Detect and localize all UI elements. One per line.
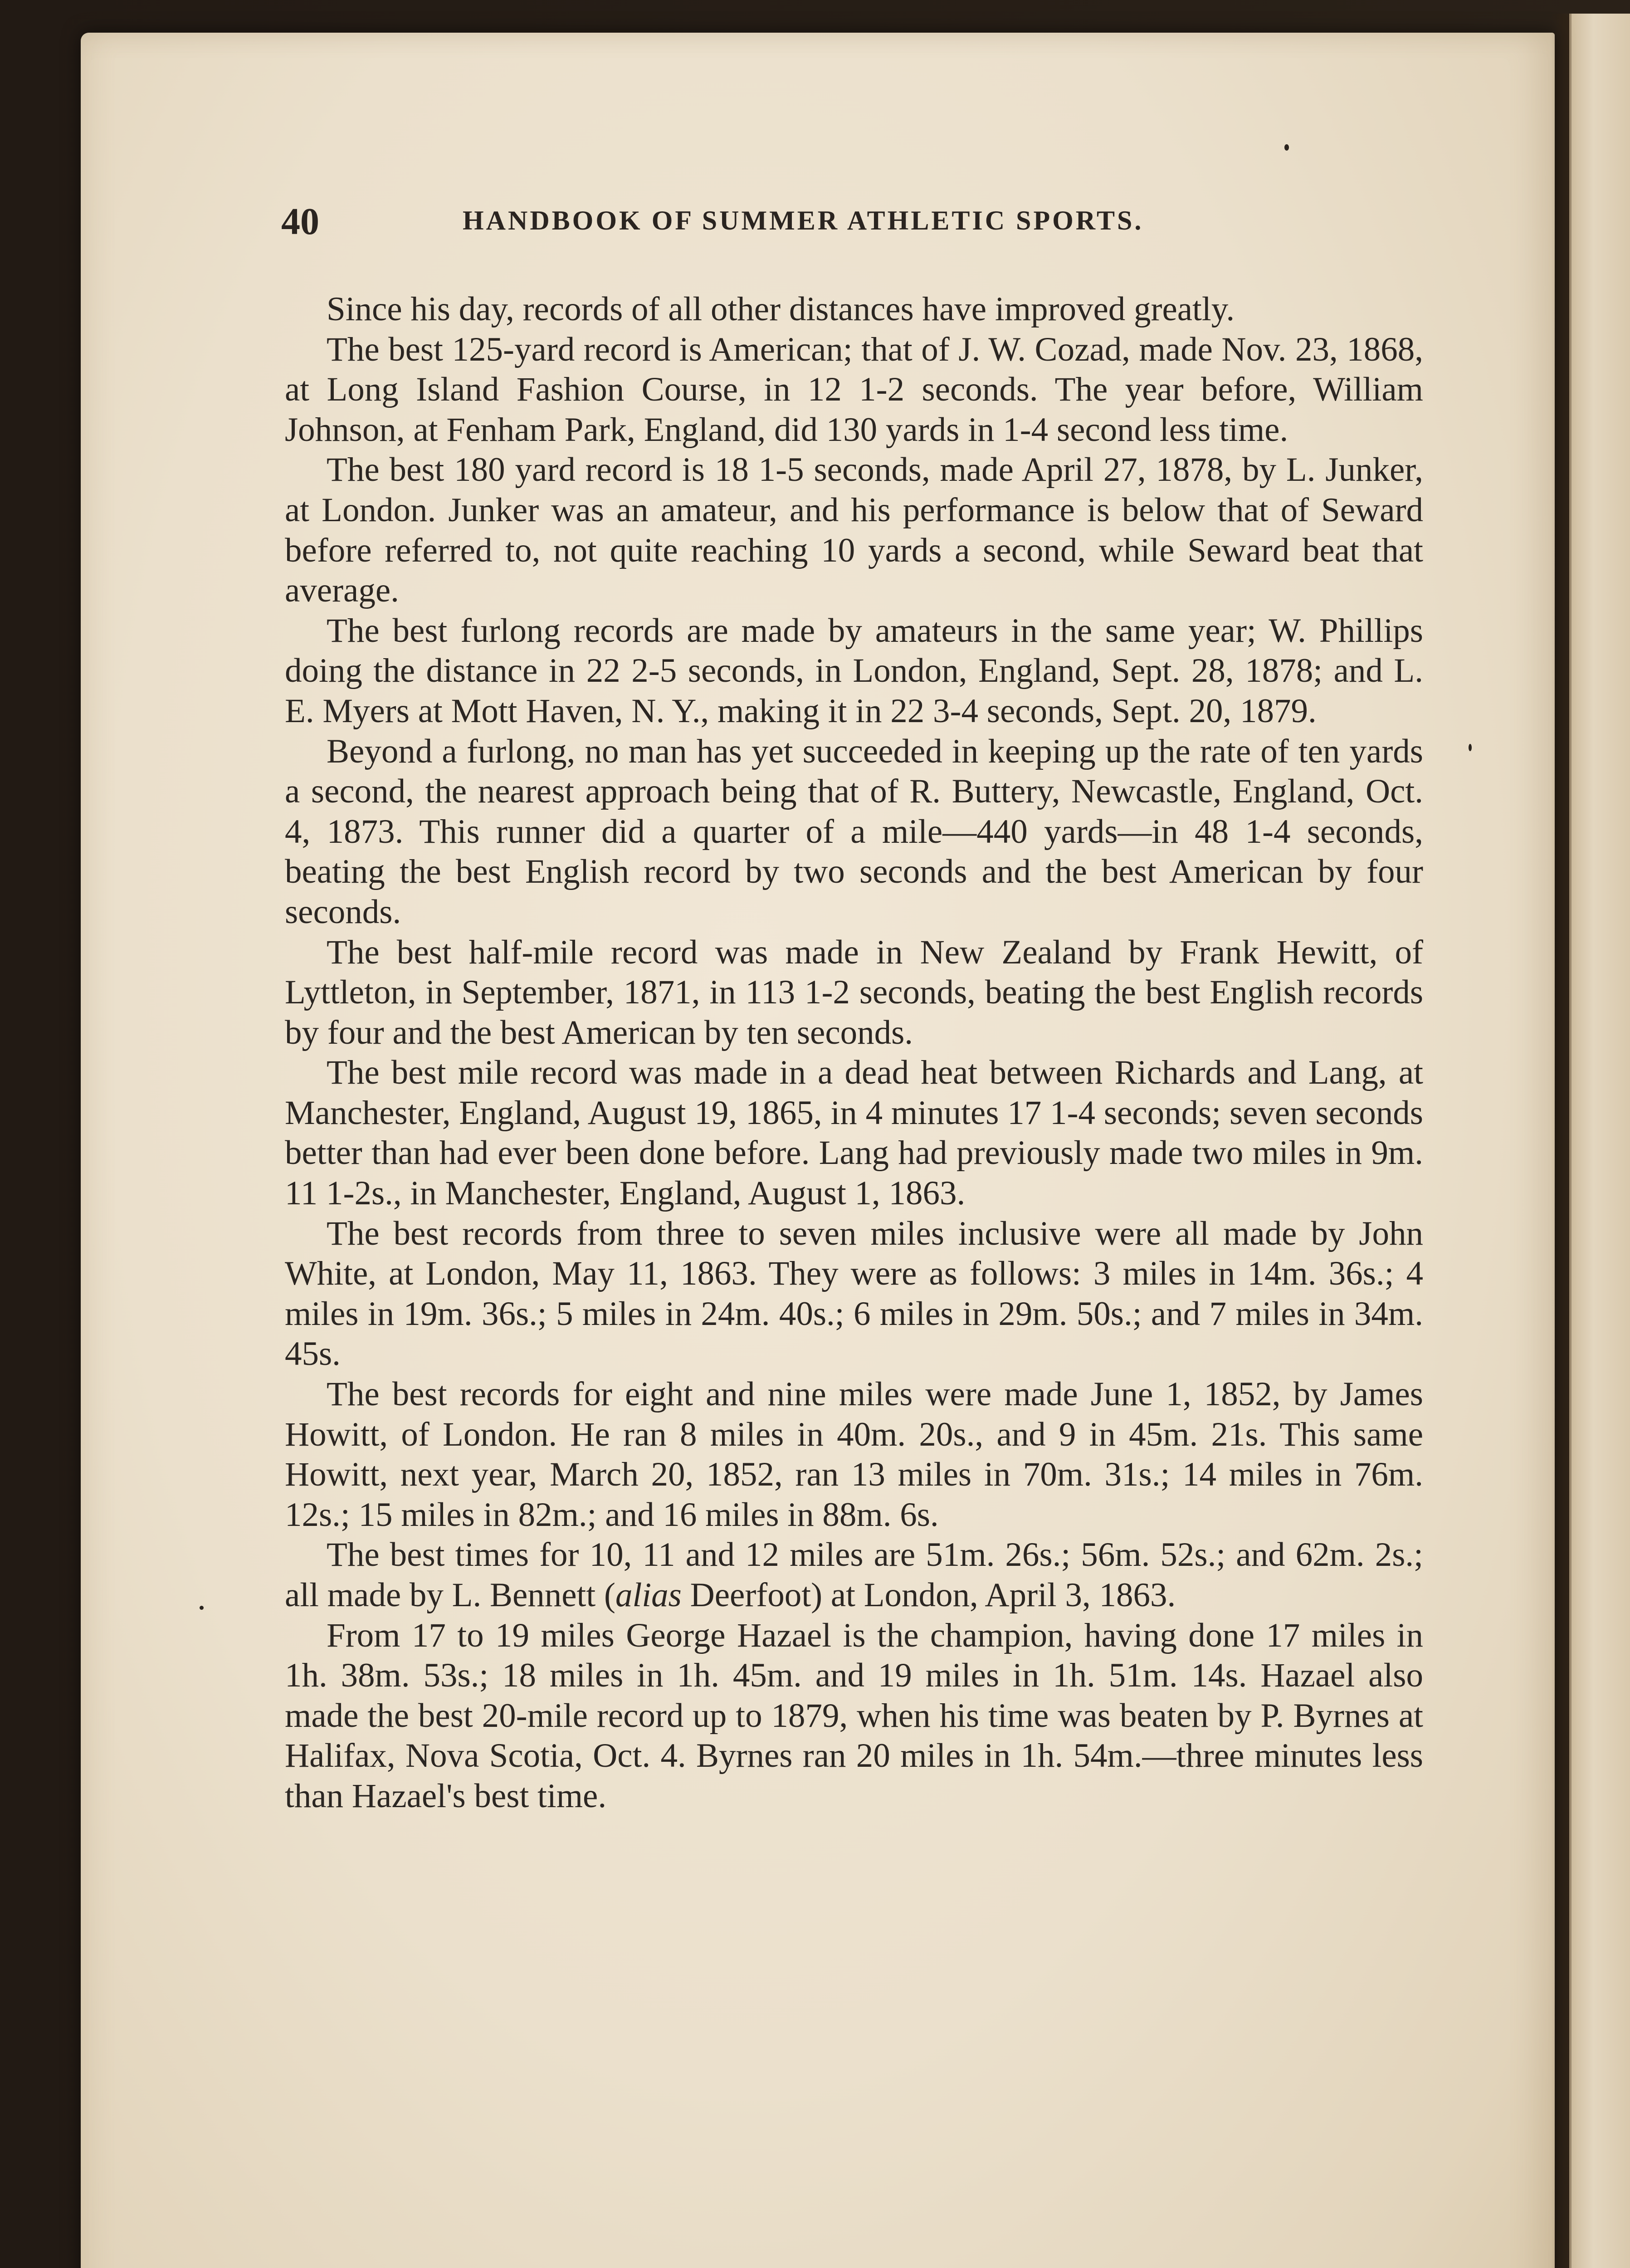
facing-page-edge	[1569, 14, 1630, 2268]
paragraph: From 17 to 19 miles George Hazael is the champion, having done 17 miles in 1h. 38m. 53s.; 18 miles in 1h. 45m. and 19 miles in 1h. 51m. 14s. Hazael also made the best 20-mile record up to 1879, when his time was beaten by P. Byrnes at Halifax, Nova Scotia, Oct. 4. Byrnes ran 20 miles in 1h. 54m.—three minutes less than Hazael's best time.	[285, 1616, 1423, 1815]
paragraph: The best furlong records are made by amateurs in the same year; W. Phillips doing the distance in 22 2-5 seconds, in London, England, Sept. 28, 1878; and L. E. Myers at Mott Haven, N. Y., making it in 22 3-4 seconds, Sept. 20, 1879.	[285, 611, 1423, 730]
paragraph: The best records for eight and nine miles were made June 1, 1852, by James Howitt, of London. He ran 8 miles in 40m. 20s., and 9 in 45m. 21s. This same Howitt, next year, March 20, 1852, ran 13 miles in 70m. 31s.; 14 miles in 76m. 12s.; 15 miles in 82m.; and 16 miles in 88m. 6s.	[285, 1375, 1423, 1534]
paragraph: The best records from three to seven miles inclusive were all made by John White, at London, May 11, 1863. They were as follows: 3 miles in 14m. 36s.; 4 miles in 19m. 36s.; 5 miles in 24m. 40s.; 6 miles in 29m. 50s.; and 7 miles in 34m. 45s.	[285, 1214, 1423, 1373]
running-title: HANDBOOK OF SUMMER ATHLETIC SPORTS.	[463, 205, 1144, 235]
body-text	[285, 289, 1423, 1817]
paragraph: The best 180 yard record is 18 1-5 seconds, made April 27, 1878, by L. Junker, at London. Junker was an amateur, and his performance is below that of Seward before referred to, not quite reaching 10 yards a second, while Seward beat that average.	[285, 451, 1423, 610]
paragraph: The best half-mile record was made in New Zealand by Frank Hewitt, of Lyttleton, in September, 1871, in 113 1-2 seconds, beating the best English records by four and the best American by ten seconds.	[285, 933, 1423, 1051]
ink-speck	[1284, 144, 1289, 151]
page-header	[281, 200, 1424, 249]
ink-speck	[200, 1606, 204, 1610]
italic-word: alias	[615, 1576, 682, 1614]
paragraph-text: Deerfoot) at London, April 3, 1863.	[681, 1576, 1176, 1614]
paragraph: Since his day, records of all other distances have improved greatly.	[327, 290, 1235, 328]
paragraph-text: The best times for 10, 11 and 12 miles are 51m. 26s.; 56m. 52s.; and 62m. 2s.; all made by L. Bennett (	[285, 1536, 1423, 1614]
spine-shadow	[1551, 14, 1571, 2268]
paragraph: Beyond a furlong, no man has yet succeeded in keeping up the rate of ten yards a second, the nearest approach being that of R. Buttery, Newcastle, England, Oct. 4, 1873. This runner did a quarter of a mile—440 yards—in 48 1-4 seconds, beating the best English record by two seconds and the best American by four seconds.	[285, 732, 1423, 931]
paragraph: The best 125-yard record is American; that of J. W. Cozad, made Nov. 23, 1868, at Long Island Fashion Course, in 12 1-2 seconds. The year before, William Johnson, at Fenham Park, England, did 130 yards in 1-4 second less time.	[285, 330, 1423, 449]
paragraph: The best mile record was made in a dead heat between Richards and Lang, at Manchester, England, August 19, 1865, in 4 minutes 17 1-4 seconds; seven seconds better than had ever been done before. Lang had previously made two miles in 9m. 11 1-2s., in Manchester, England, August 1, 1863.	[285, 1054, 1423, 1212]
page-number: 40	[281, 200, 319, 243]
paragraph	[285, 1535, 1423, 1615]
ink-speck	[1469, 744, 1472, 751]
